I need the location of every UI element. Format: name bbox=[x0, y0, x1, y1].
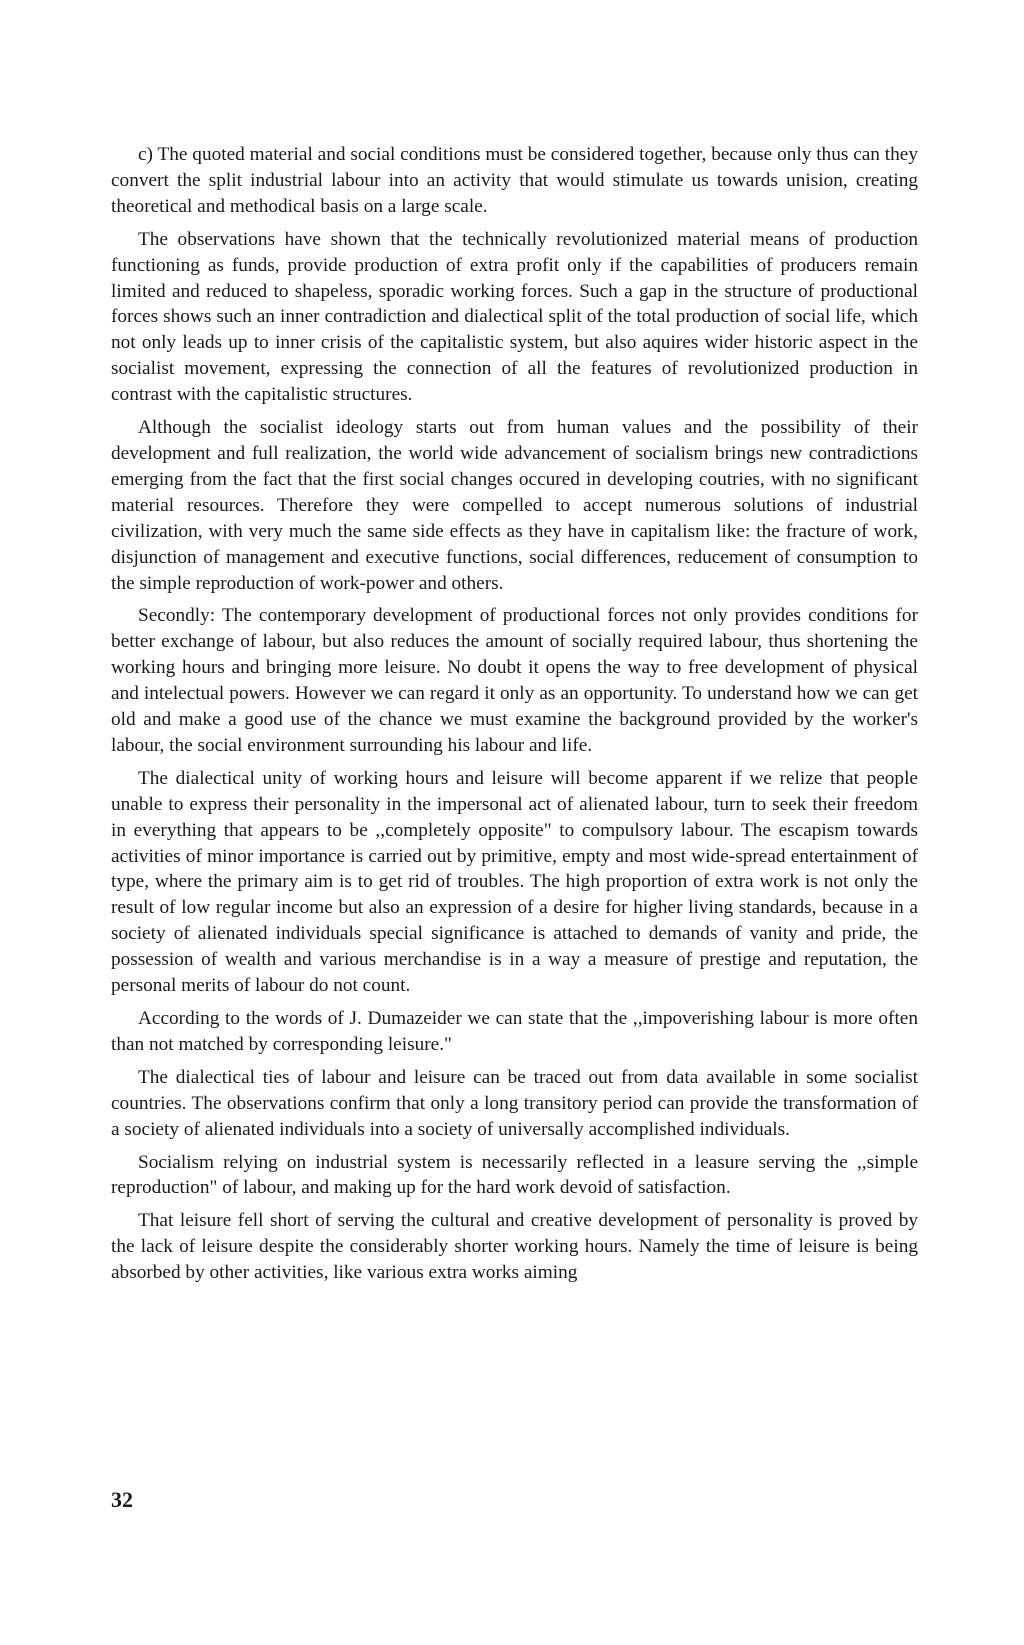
paragraph-6: According to the words of J. Dumazeider we can state that the ,,impoverishing labour is more often than not matched by corresponding leisure." bbox=[111, 1008, 918, 1055]
paragraph-8: Socialism relying on industrial system is necessarily reflected in a leasure serving the ,,simple reproduction" of labour, and making up for the hard work devoid of satisfaction. bbox=[111, 1151, 918, 1199]
paragraph-7: The dialectical ties of labour and leisure can be traced out from data available in some socialist countries. The observations confirm that only a long transitory period can provide the transformation of a society of alienated individuals into a society of universally accomplished individuals. bbox=[111, 1066, 918, 1140]
paragraph-2: The observations have shown that the technically revolutionized material means of production functioning as funds, provide production of extra profit only if the capabilities of producers remain limited and reduced to shapeless, sporadic working forces. Such a gap in the structure of productional forces shows such an inner contradiction and dialectical split of the total production of social life, which not only leads up to inner crisis of the capitalistic system, but also aquires wider historic aspect in the socialist movement, expressing the connection of all the features of revolutionized production in contrast with the capitalistic structures. bbox=[111, 228, 918, 406]
paragraph-1: c) The quoted material and social conditions must be considered together, because only thus can they convert the split industrial labour into an activity that would stimulate us towards unision, creating theoretical and methodical basis on a large scale. bbox=[111, 144, 918, 217]
page-body bbox=[111, 142, 918, 1293]
paragraph-4: Secondly: The contemporary development of productional forces not only provides conditions for better exchange of labour, but also reduces the amount of socially required labour, thus shortening the working hours and bringing more leisure. No doubt it opens the way to free development of physical and intelectual powers. However we can regard it only as an opportunity. To understand how we can get old and make a good use of the chance we must examine the background provided by the worker's labour, the social environment surrounding his labour and life. bbox=[111, 605, 918, 756]
paragraph-5: The dialectical unity of working hours and leisure will become apparent if we relize that people unable to express their personality in the impersonal act of alienated labour, turn to seek their freedom in everything that appears to be ,,completely opposite" to compulsory labour. The escapism towards activities of minor importance is carried out by primitive, empty and most wide-spread entertainment of type, where the primary aim is to get rid of troubles. The high proportion of extra work is not only the result of low regular income but also an expression of a desire for higher living standards, because in a society of alienated individuals special significance is attached to demands of vanity and pride, the possession of wealth and various merchandise is in a way a measure of prestige and reputation, the personal merits of labour do not count. bbox=[111, 767, 918, 997]
page-number: 32 bbox=[111, 1487, 133, 1512]
paragraph-3: Although the socialist ideology starts out from human values and the possibility of their development and full realization, the world wide advancement of socialism brings new contradictions emerging from the fact that the first social changes occured in developing coutries, with no significant material resources. Therefore they were compelled to accept numerous solutions of industrial civilization, with very much the same side effects as they have in capitalism like: the fracture of work, disjunction of management and executive functions, social differences, reducement of consumption to the simple reproduction of work-power and others. bbox=[111, 417, 918, 594]
paragraph-9: That leisure fell short of serving the cultural and creative development of personality is proved by the lack of leisure despite the considerably shorter working hours. Namely the time of leisure is being absorbed by other activities, like various extra works aiming bbox=[111, 1210, 918, 1284]
